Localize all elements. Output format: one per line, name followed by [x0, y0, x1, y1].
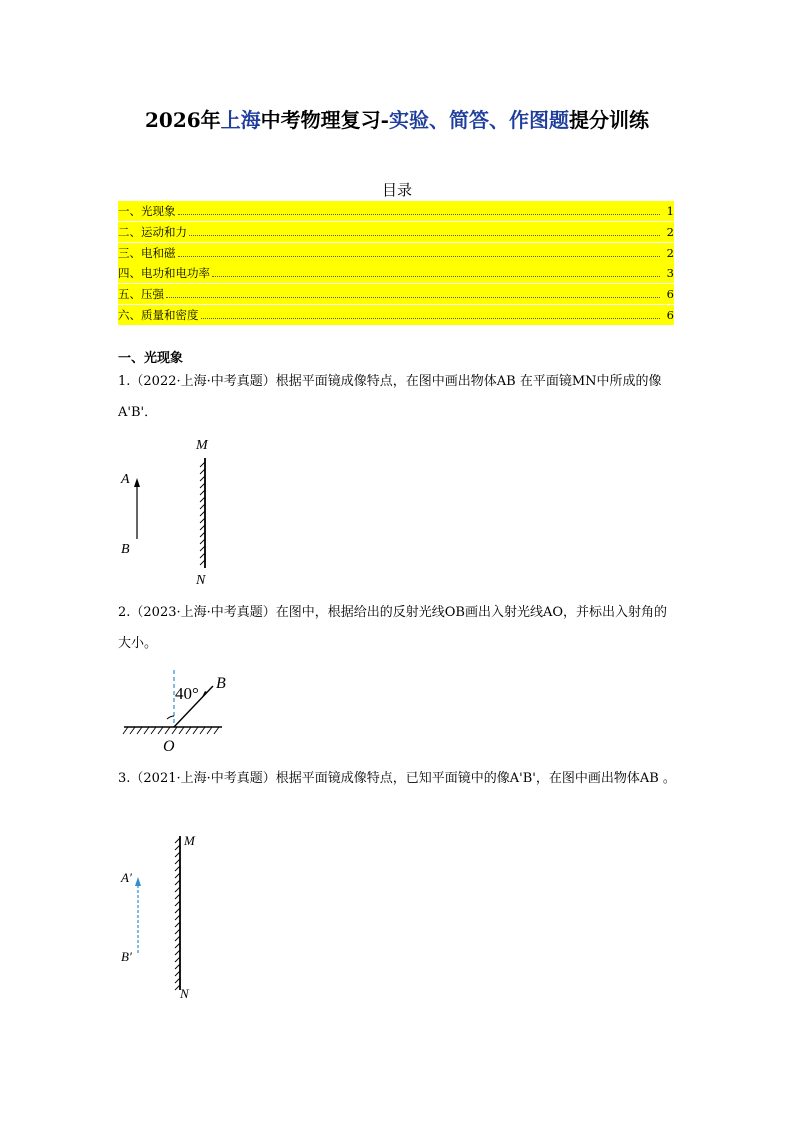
question-2-text: 2.（2023·上海·中考真题）在图中，根据给出的反射光线OB画出入射光线AO，并标出入射角的大小。 [118, 605, 668, 651]
toc-entry[interactable] [118, 305, 674, 325]
arrowhead [135, 877, 141, 886]
label-a: A [121, 472, 130, 487]
toc-entry[interactable] [118, 222, 674, 242]
toc-leader [178, 255, 661, 257]
angle-label: 40° [175, 684, 199, 703]
toc-entry[interactable] [118, 243, 674, 263]
toc-entry-page: 3 [666, 266, 674, 281]
title-part-suffix: 提分训练 [568, 108, 649, 132]
toc-entry-page: 2 [666, 245, 674, 260]
question-1-text: 1.（2022·上海·中考真题）根据平面镜成像特点，在图中画出物体AB 在平面镜MN中所成的像A'B'． [118, 374, 662, 420]
title-part-city: 上海 [220, 108, 261, 132]
label-n: N [180, 986, 189, 1001]
toc-entry[interactable] [118, 284, 674, 304]
title-part-types: 实验、简答、作图题 [388, 108, 569, 132]
toc-entry[interactable] [118, 263, 674, 283]
question-3-text: 3.（2021·上海·中考真题）根据平面镜成像特点，已知平面镜中的像A'B'，在图中画出物体AB 。 [118, 771, 676, 786]
label-m: M [184, 833, 195, 848]
toc-entry[interactable] [118, 201, 674, 221]
label-m: M [196, 438, 208, 453]
toc-entry-label: 三、电和磁 [118, 245, 176, 260]
toc-entry-label: 二、运动和力 [118, 224, 187, 239]
label-b-prime: B′ [121, 949, 132, 964]
label-b: B [121, 542, 130, 557]
page-title [0, 104, 794, 133]
toc-heading: 目录 [381, 181, 412, 199]
toc-leader [178, 213, 661, 215]
label-b: B [216, 675, 226, 692]
label-o: O [163, 738, 175, 755]
figure-2-reflection-diagram [118, 666, 258, 756]
toc-leader [212, 275, 660, 277]
figure-1-mirror-diagram [118, 432, 238, 592]
toc-leader [201, 317, 661, 319]
toc-leader [166, 296, 660, 298]
angle-arc [167, 716, 174, 719]
toc-entry-page: 6 [666, 287, 674, 302]
title-part-year: 2026年 [145, 108, 221, 132]
toc-entry-label: 四、电功和电功率 [118, 266, 210, 281]
label-n: N [196, 573, 206, 588]
toc-entry-page: 2 [666, 224, 674, 239]
toc-entry-page: 6 [666, 307, 674, 322]
toc-entry-label: 一、光现象 [118, 204, 176, 218]
surface-hatching [123, 727, 219, 734]
arrowhead [134, 478, 140, 487]
title-part-subject: 中考物理复习- [260, 108, 389, 132]
table-of-contents [118, 201, 674, 326]
toc-entry-label: 六、质量和密度 [118, 307, 199, 322]
toc-entry-page: 1 [666, 204, 674, 218]
toc-leader [189, 234, 660, 236]
figure-3-mirror-diagram [118, 830, 238, 1005]
toc-entry-label: 五、压强 [118, 287, 164, 302]
label-a-prime: A′ [121, 870, 132, 885]
section-heading: 一、光现象 [118, 351, 184, 366]
